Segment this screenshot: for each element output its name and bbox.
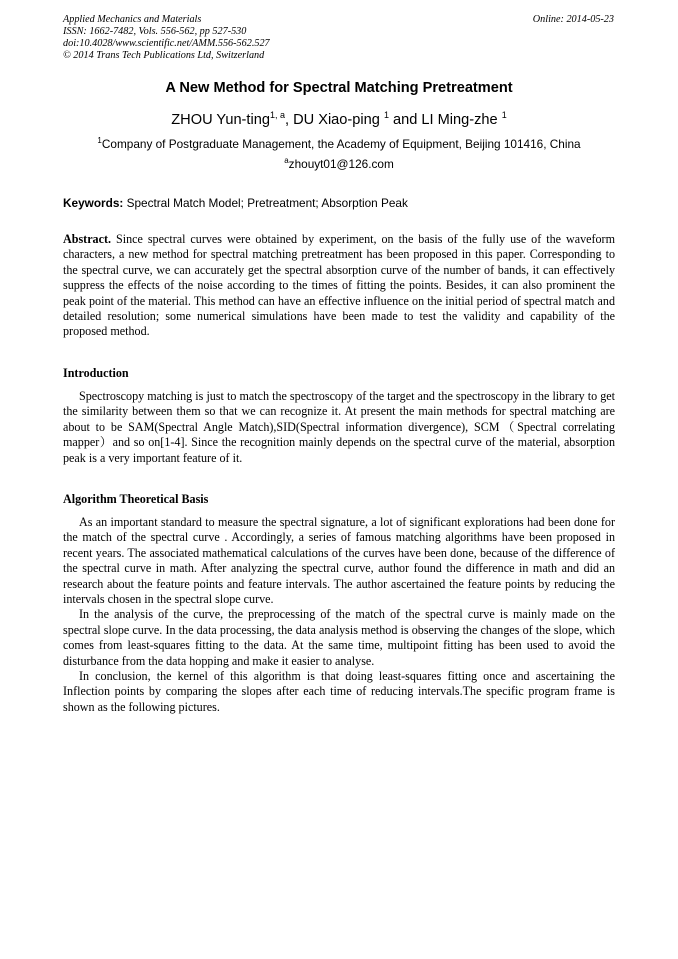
keywords xyxy=(63,196,615,210)
keywords-text: Spectral Match Model; Pretreatment; Absorption Peak xyxy=(123,196,408,210)
email-marker: a xyxy=(284,156,289,165)
doi-line: doi:10.4028/www.scientific.net/AMM.556-562.527 xyxy=(63,38,270,49)
copyright-line: © 2014 Trans Tech Publications Ltd, Switzerland xyxy=(63,50,265,61)
issn-line: ISSN: 1662-7482, Vols. 556-562, pp 527-530 xyxy=(63,26,247,37)
paper-title: A New Method for Spectral Matching Pretreatment xyxy=(165,80,513,96)
algorithm-paragraph-3: In conclusion, the kernel of this algorithm is that doing least-squares fitting once and ascertaining the Inflection points by comparing the slopes after each time of reducing intervals.The specific program frame is shown as the following pictures. xyxy=(63,669,615,714)
affiliation xyxy=(0,137,678,151)
author-2-affil: 1 xyxy=(383,110,389,120)
author-line xyxy=(0,112,678,128)
journal-name: Applied Mechanics and Materials xyxy=(63,14,202,25)
algorithm-body xyxy=(63,515,615,715)
algorithm-paragraph-2: In the analysis of the curve, the preprocessing of the match of the spectral curve is mainly made on the spectral slope curve. In the data processing, the data analysis method is observing the changes of the slope, which comes from least-squares fitting to the data. At the same time, multipoint fitting has been used to avoid the disturbance from the data hopping and make it easier to analyse. xyxy=(63,607,615,668)
introduction-paragraph: Spectroscopy matching is just to match the spectroscopy of the target and the spectroscopy in the library to get the similarity between them so that we can recognize it. At present the main methods for spectral matching are about to be SAM(Spectral Angle Match),SID(Spectral information divergence), SCM（Spectral correlating mapper）and so on[1-4]. Since the recognition mainly depends on the spectral curve of the material, absorption peak is a very important feature of it. xyxy=(63,389,615,465)
author-3-name: and LI Ming-zhe xyxy=(388,112,502,128)
introduction-body xyxy=(63,389,615,466)
email-text: zhouyt01@126.com xyxy=(288,157,394,171)
abstract-text: Since spectral curves were obtained by experiment, on the basis of the fully use of the waveform characters, a new method for spectral matching pretreatment has been proposed in this paper. Corresponding to the spectral curve, we can accurately get the spectral absorption curve of the number of bands, it can effectively suppress the effects of the noise according to the times of fitting the points. Besides, it can also prominent the peak point of the material. This method can have an effective influence on the initial period of spectral match and detailed resolution; some numerical simulations have been made to test the validity and capability of the proposed method. xyxy=(63,232,615,339)
author-email xyxy=(0,157,678,171)
abstract-label: Abstract. xyxy=(63,232,112,246)
affiliation-marker: 1 xyxy=(97,136,102,145)
journal-header xyxy=(63,14,270,62)
author-1-name: ZHOU Yun-ting xyxy=(171,112,270,128)
algorithm-heading: Algorithm Theoretical Basis xyxy=(63,492,209,506)
affiliation-text: Company of Postgraduate Management, the Academy of Equipment, Beijing 101416, China xyxy=(101,137,581,151)
abstract xyxy=(63,232,615,340)
author-2-name: , DU Xiao-ping xyxy=(284,112,384,128)
author-1-affil: 1, a xyxy=(269,110,285,120)
author-3-affil: 1 xyxy=(501,110,507,120)
keywords-label: Keywords: xyxy=(63,196,124,210)
introduction-heading: Introduction xyxy=(63,366,129,380)
algorithm-paragraph-1: As an important standard to measure the spectral signature, a lot of significant explorations had been done for the match of the spectral curve . Accordingly, a series of famous matching algorithms have been proposed in recent years. The associated mathematical calculations of the curves have been done, because of the difference of the spectral curve in math. After analyzing the spectral curve, author found the difference in math and did an research about the feature points and feature intervals. The author ascertained the feature points by reducing the intervals chosen in the spectral slope curve. xyxy=(63,515,615,607)
online-date: Online: 2014-05-23 xyxy=(532,14,614,25)
